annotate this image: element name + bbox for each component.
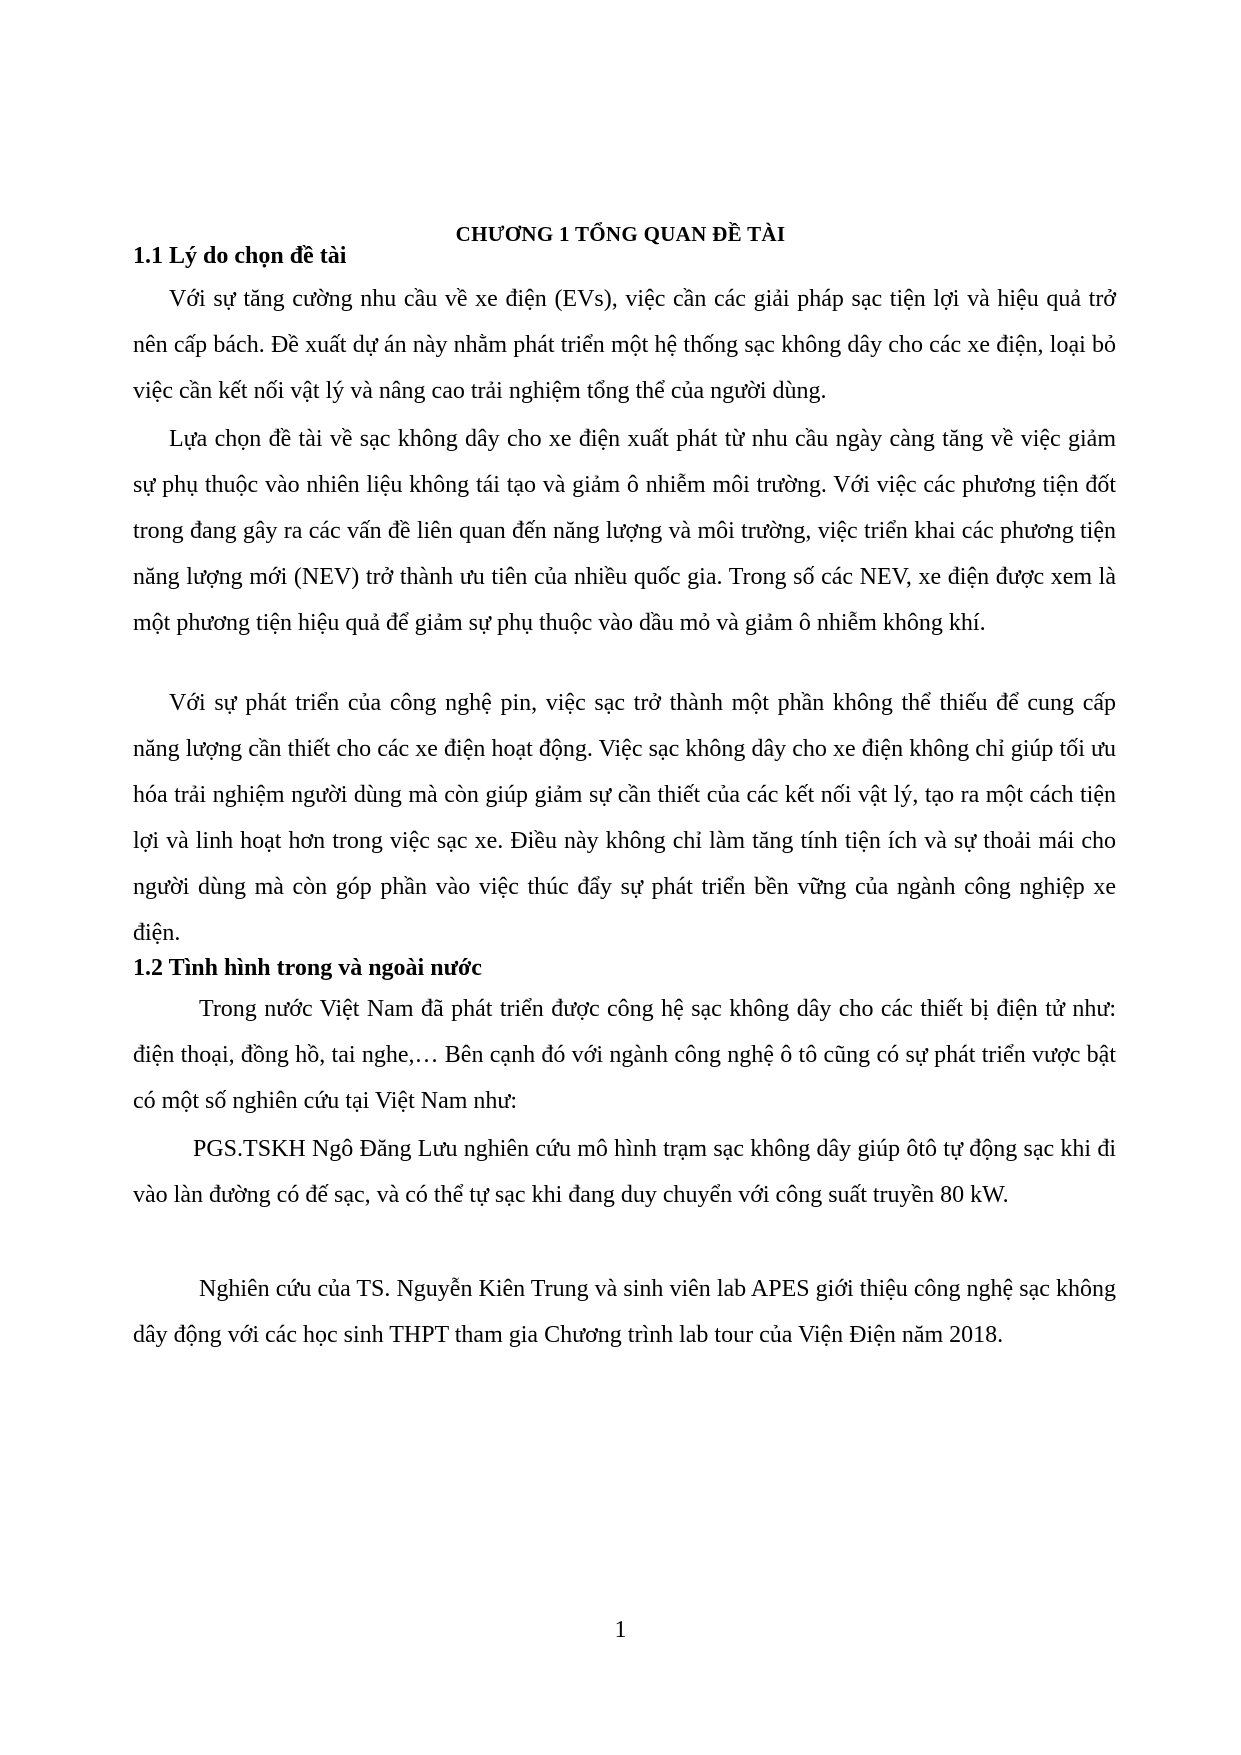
paragraph-1-1-b: Lựa chọn đề tài về sạc không dây cho xe điện xuất phát từ nhu cầu ngày càng tăng về việc giảm sự phụ thuộc vào nhiên liệu không tái tạo và giảm ô nhiễm môi trường. Với việc các phương tiện đốt trong đang gây ra các vấn đề liên quan đến năng lượng và môi trường, việc triển khai các phương tiện năng lượng mới (NEV) trở thành ưu tiên của nhiều quốc gia. Trong số các NEV, xe điện được xem là một phương tiện hiệu quả để giảm sự phụ thuộc vào dầu mỏ và giảm ô nhiễm không khí. [133,426,1116,636]
paragraph-1-1-a: Với sự tăng cường nhu cầu về xe điện (EVs), việc cần các giải pháp sạc tiện lợi và hiệu quả trở nên cấp bách. Đề xuất dự án này nhằm phát triển một hệ thống sạc không dây cho các xe điện, loại bỏ việc cần kết nối vật lý và nâng cao trải nghiệm tổng thể của người dùng. [133,286,1116,404]
page-number: 1 [614,1617,627,1643]
paragraph-1-2-c: Nghiên cứu của TS. Nguyễn Kiên Trung và sinh viên lab APES giới thiệu công nghệ sạc không dây động với các học sinh THPT tham gia Chương trình lab tour của Viện Điện năm 2018. [133,1276,1116,1348]
chapter-title: CHƯƠNG 1 TỔNG QUAN ĐỀ TÀI [455,222,786,246]
paragraph-1-1-c: Với sự phát triển của công nghệ pin, việc sạc trở thành một phần không thể thiếu để cung cấp năng lượng cần thiết cho các xe điện hoạt động. Việc sạc không dây cho xe điện không chỉ giúp tối ưu hóa trải nghiệm người dùng mà còn giúp giảm sự cần thiết của các kết nối vật lý, tạo ra một cách tiện lợi và linh hoạt hơn trong việc sạc xe. Điều này không chỉ làm tăng tính tiện ích và sự thoải mái cho người dùng mà còn góp phần vào việc thúc đẩy sự phát triển bền vững của ngành công nghiệp xe điện. [133,690,1116,946]
paragraph-1-2-a: Trong nước Việt Nam đã phát triển được công hệ sạc không dây cho các thiết bị điện tử như: điện thoại, đồng hồ, tai nghe,… Bên cạnh đó với ngành công nghệ ô tô cũng có sự phát triển vược bật có một số nghiên cứu tại Việt Nam như: [133,996,1116,1114]
section-heading-1-1: 1.1 Lý do chọn đề tài [133,243,347,269]
section-heading-1-2: 1.2 Tình hình trong và ngoài nước [133,955,482,981]
paragraph-1-2-b: PGS.TSKH Ngô Đăng Lưu nghiên cứu mô hình trạm sạc không dây giúp ôtô tự động sạc khi đi vào làn đường có đế sạc, và có thể tự sạc khi đang duy chuyển với công suất truyền 80 kW. [133,1136,1116,1208]
